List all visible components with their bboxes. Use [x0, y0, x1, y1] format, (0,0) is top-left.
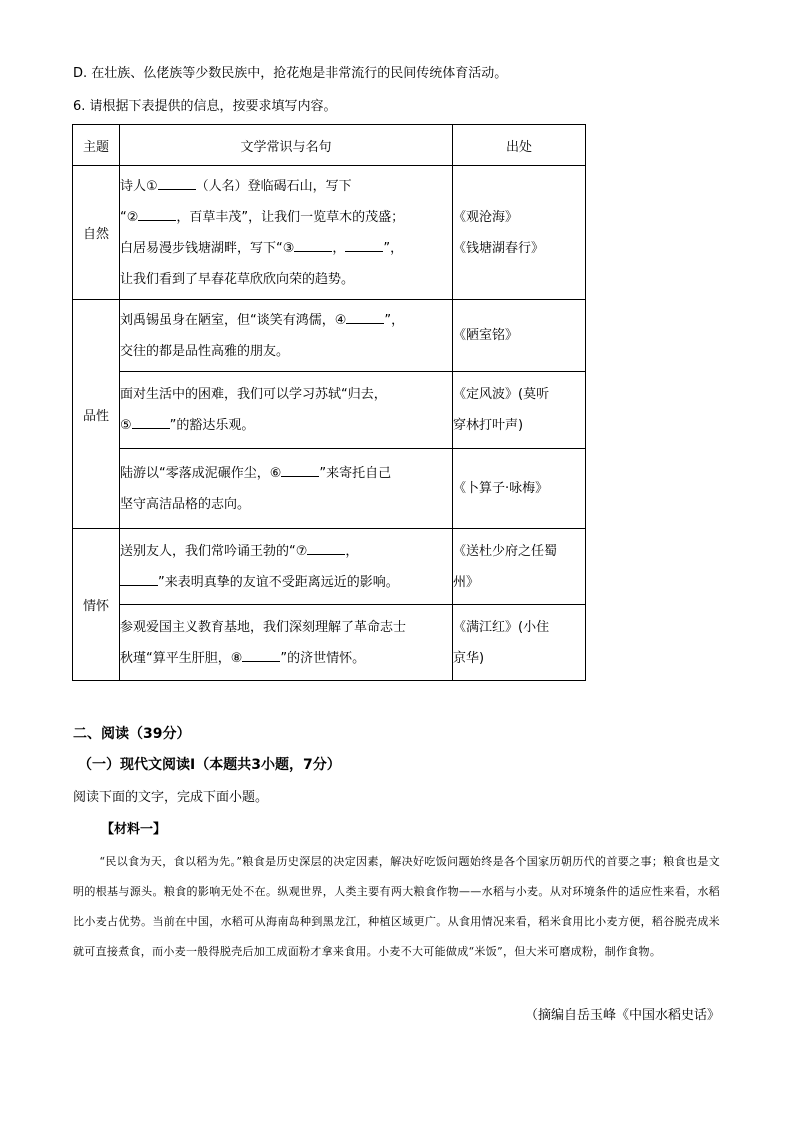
header-theme: 主题 — [73, 125, 120, 166]
table-row — [73, 300, 586, 372]
info-table — [72, 124, 586, 681]
theme-cell: 情怀 — [73, 529, 120, 681]
source-cell: 《定风波》(莫听 穿林打叶声) — [453, 372, 586, 449]
answer-blank-4[interactable] — [346, 309, 384, 324]
question-6: 6. 请根据下表提供的信息，按要求填写内容。 — [73, 99, 337, 114]
section-2-1-title: （一）现代文阅读Ⅰ（本题共3小题，7分） — [78, 757, 341, 773]
theme-cell: 品性 — [73, 300, 120, 529]
answer-blank-1[interactable] — [158, 175, 196, 190]
reading-instruction: 阅读下面的文字，完成下面小题。 — [73, 790, 269, 805]
passage-text: “民以食为天，食以稻为先。”粮食是历史深层的决定因素，解决好吃饭问题始终是各个国家历朝历代的首要之事；粮食也是文明的根基与源头。粮食的影响无处不在。纵观世界，人类主要有两大粮食作物——水稻与小麦。从对环境条件的适应性来看，水稻比小麦占优势。当前在中国，水稻可从海南岛种到黑龙江，种植区域更广。从食用情况来看，稻米食用比小麦方便，稻谷脱壳成米就可直接煮食，而小麦一般得脱壳后加工成面粉才拿来食用。小麦不大可能做成“米饭”，但大米可磨成粉，制作食物。 — [73, 855, 720, 958]
answer-blank-3b[interactable] — [345, 237, 383, 252]
material-1-label: 【材料一】 — [101, 822, 167, 837]
source-cell: 《卜算子·咏梅》 — [453, 449, 586, 529]
header-source: 出处 — [453, 125, 586, 166]
content-cell: 送别友人，我们常吟诵王勃的“⑦ ， ”来表明真挚的友谊不受距离远近的影响。 — [120, 529, 453, 605]
content-cell: 陆游以“零落成泥碾作尘，⑥ ”来寄托自己 坚守高洁品格的志向。 — [120, 449, 453, 529]
table-row — [73, 529, 586, 605]
answer-blank-6[interactable] — [281, 462, 319, 477]
theme-cell: 自然 — [73, 166, 120, 300]
source-cell: 《观沧海》 《钱塘湖春行》 — [453, 166, 586, 300]
section-2-title: 二、阅读（39分） — [73, 726, 191, 742]
content-cell: 诗人① （人名）登临碣石山，写下 “② ，百草丰茂”，让我们一览草木的茂盛； 白居易漫步钱塘湖畔，写下“③ ， ”， 让我们看到了早春花草欣欣向荣的趋势。 — [120, 166, 453, 300]
header-content: 文学常识与名句 — [120, 125, 453, 166]
answer-blank-8[interactable] — [242, 647, 280, 662]
source-cell: 《满江红》(小住 京华) — [453, 605, 586, 681]
content-cell: 面对生活中的困难，我们可以学习苏轼“归去， ⑤ ”的豁达乐观。 — [120, 372, 453, 449]
source-cell: 《陋室铭》 — [453, 300, 586, 372]
option-d: D. 在壮族、仫佬族等少数民族中，抢花炮是非常流行的民间传统体育活动。 — [73, 66, 508, 81]
citation: （摘编自岳玉峰《中国水稻史话》 — [524, 1008, 720, 1023]
answer-blank-7a[interactable] — [307, 540, 345, 555]
table-row — [73, 372, 586, 449]
answer-blank-3a[interactable] — [294, 237, 332, 252]
table-row — [73, 166, 586, 300]
table-header-row — [73, 125, 586, 166]
answer-blank-2[interactable] — [138, 206, 176, 221]
table-row — [73, 605, 586, 681]
content-cell: 刘禹锡虽身在陋室，但“谈笑有鸿儒，④ ”， 交往的都是品性高雅的朋友。 — [120, 300, 453, 372]
answer-blank-7b[interactable] — [120, 571, 158, 586]
material-1-passage — [73, 847, 720, 967]
table-row — [73, 449, 586, 529]
content-cell: 参观爱国主义教育基地，我们深刻理解了革命志士 秋瑾“算平生肝胆，⑧ ”的济世情怀。 — [120, 605, 453, 681]
answer-blank-5[interactable] — [132, 414, 170, 429]
source-cell: 《送杜少府之任蜀 州》 — [453, 529, 586, 605]
